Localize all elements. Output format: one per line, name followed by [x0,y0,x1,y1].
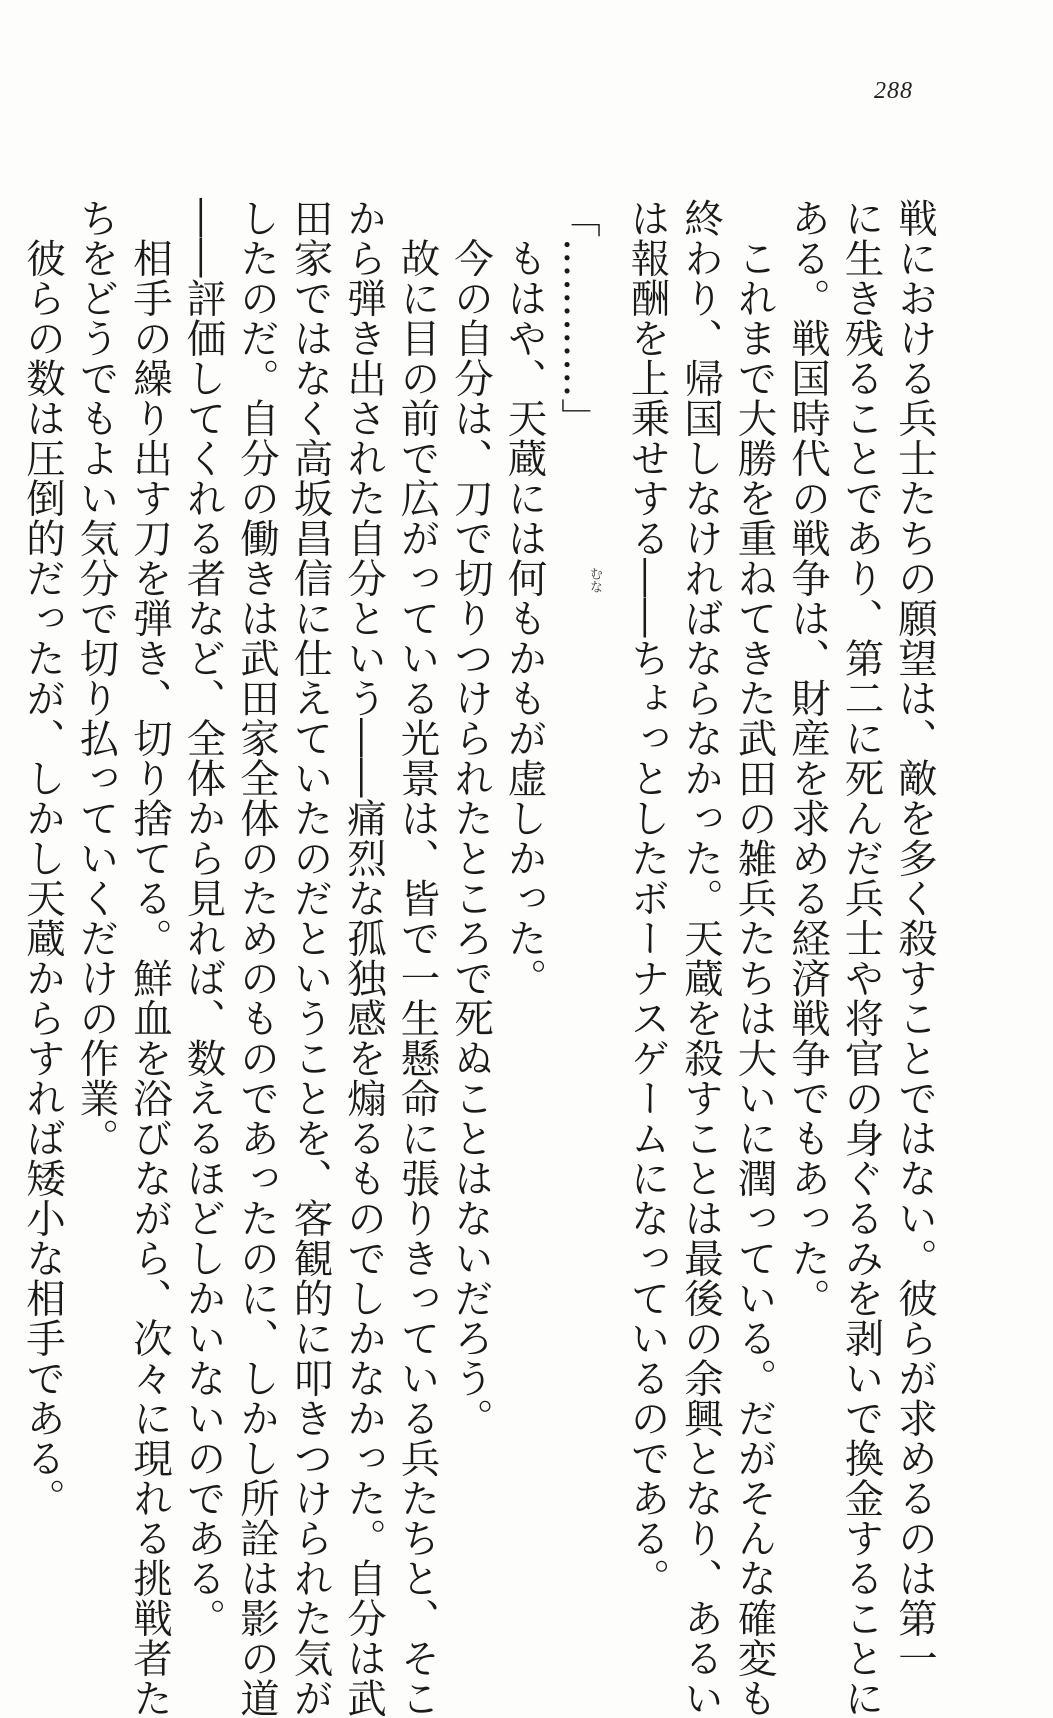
text-line: 終わり、帰国しなければならなかった。天蔵を殺すことは最後の余興となり、あるい [678,198,724,1718]
text-line: 彼らの数は圧倒的だったが、しかし天蔵からすれば矮小な相手である。 [20,198,66,1518]
text-line: したのだ。自分の働きは武田家全体のためのものであったのに、しかし所詮は影の道 [234,198,280,1718]
paragraph-gap [604,198,620,1348]
text-line: 相手の繰り出す刀を弾き、切り捨てる。鮮血を浴びながら、次々に現れる挑戦者た [127,198,173,1718]
text-line: から弾き出された自分という――痛烈な孤独感を煽るものでしかなかった。自分は武 [341,198,387,1718]
text-line: 戦における兵士たちの願望は、敵を多く殺すことではない。彼らが求めるのは第一 [892,198,938,1678]
text-line: に生き残ることであり、第二に死んだ兵士や将官の身ぐるみを剥いで換金することに [838,198,885,1718]
text-line: ちをどうでもよい気分で切り払っていくだけの作業。 [73,198,120,1158]
ruby-reading: むな [587,567,602,593]
page-number: 288 [874,78,913,104]
text-line: これまで大勝を重ねてきた武田の雑兵たちは大いに潤っている。だがそんな確変も [731,198,778,1718]
text-line: 「…………」 [555,198,601,438]
text-line: ――評価してくれる者など、全体から見れば、数えるほどしかいないのである。 [180,198,227,1638]
vertical-text-block [16,198,942,1718]
text-line: 故に目の前で広がっている光景は、皆で一生懸命に張りきっている兵たちと、そこ [394,198,441,1718]
text-line: もはや、天蔵には何もかもが虚しかった。 [501,198,548,998]
text-line: は報酬を上乗せする――ちょっとしたボーナスゲームになっているのである。 [624,198,671,1598]
text-line: 田家ではなく高坂昌信に仕えていたのだということを、客観的に叩きつけられた気が [287,198,334,1718]
text-line: ある。戦国時代の戦争は、財産を求める経済戦争でもあった。 [785,198,831,1318]
text-line: 今の自分は、刀で切りつけられたところで死ぬことはないだろう。 [448,198,494,1438]
